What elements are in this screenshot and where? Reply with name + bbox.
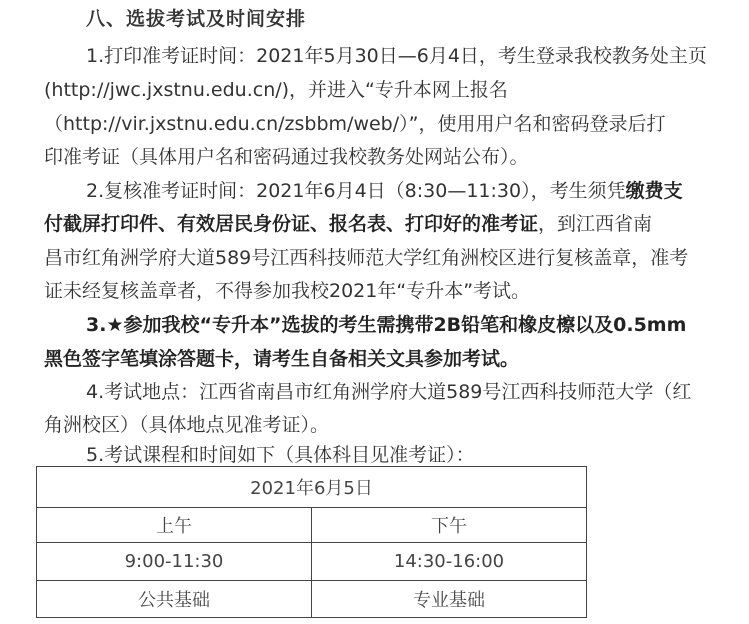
table-row: [37, 543, 587, 581]
item5-line1: 5.考试课程和时间如下（具体科目见准考证）：: [86, 444, 475, 466]
item2-line4: 证未经复核盖章者，不得参加我校2021年“专升本”考试。: [44, 280, 531, 302]
item2-line3: 昌市红角洲学府大道589号江西科技师范大学红角洲校区进行复核盖章，准考: [44, 247, 689, 269]
item2-line1-bold: 缴费支: [625, 180, 683, 202]
afternoon-subject: 专业基础: [312, 581, 587, 618]
item1-line3: （http://vir.jxstnu.edu.cn/zsbbm/web/）”，使用用户名和密码登录后打: [44, 113, 666, 135]
table-row: [37, 581, 587, 618]
afternoon-time: 14:30-16:00: [312, 543, 587, 581]
item4-line2: 角洲校区）（具体地点见准考证）。: [44, 414, 330, 436]
item1-line4: 印准考证（具体用户名和密码通过我校教务处网站公布）。: [44, 146, 529, 168]
item1-line2: (http://jwc.jxstnu.edu.cn/)，并进入“专升本网上报名: [44, 79, 508, 101]
afternoon-label: 下午: [312, 508, 587, 543]
schedule-table: [36, 466, 587, 618]
item2-line1: [86, 179, 683, 203]
schedule-date: 2021年6月5日: [37, 467, 587, 508]
item2-line2-text: ，到江西省南: [538, 213, 653, 235]
morning-subject: 公共基础: [37, 581, 312, 618]
section-title: 八、选拔考试及时间安排: [86, 8, 307, 30]
morning-label: 上午: [37, 508, 312, 543]
item2-line2: [44, 212, 652, 236]
table-row: [37, 467, 587, 508]
morning-time: 9:00-11:30: [37, 543, 312, 581]
item3-line1: 3.★参加我校“专升本”选拔的考生需携带2B铅笔和橡皮檫以及0.5mm: [86, 314, 687, 336]
item4-line1: 4.考试地点：江西省南昌市红角洲学府大道589号江西科技师范大学（红: [86, 381, 692, 403]
table-row: [37, 508, 587, 543]
item1-line1: 1.打印准考证时间：2021年5月30日—6月4日，考生登录我校教务处主页: [86, 45, 707, 67]
item2-line2-bold: 付截屏打印件、有效居民身份证、报名表、打印好的准考证: [44, 213, 539, 235]
item3-line2: 黑色签字笔填涂答题卡，请考生自备相关文具参加考试。: [44, 348, 520, 370]
item2-line1-text: 2.复核准考证时间：2021年6月4日（8:30—11:30），考生须凭: [86, 180, 626, 202]
